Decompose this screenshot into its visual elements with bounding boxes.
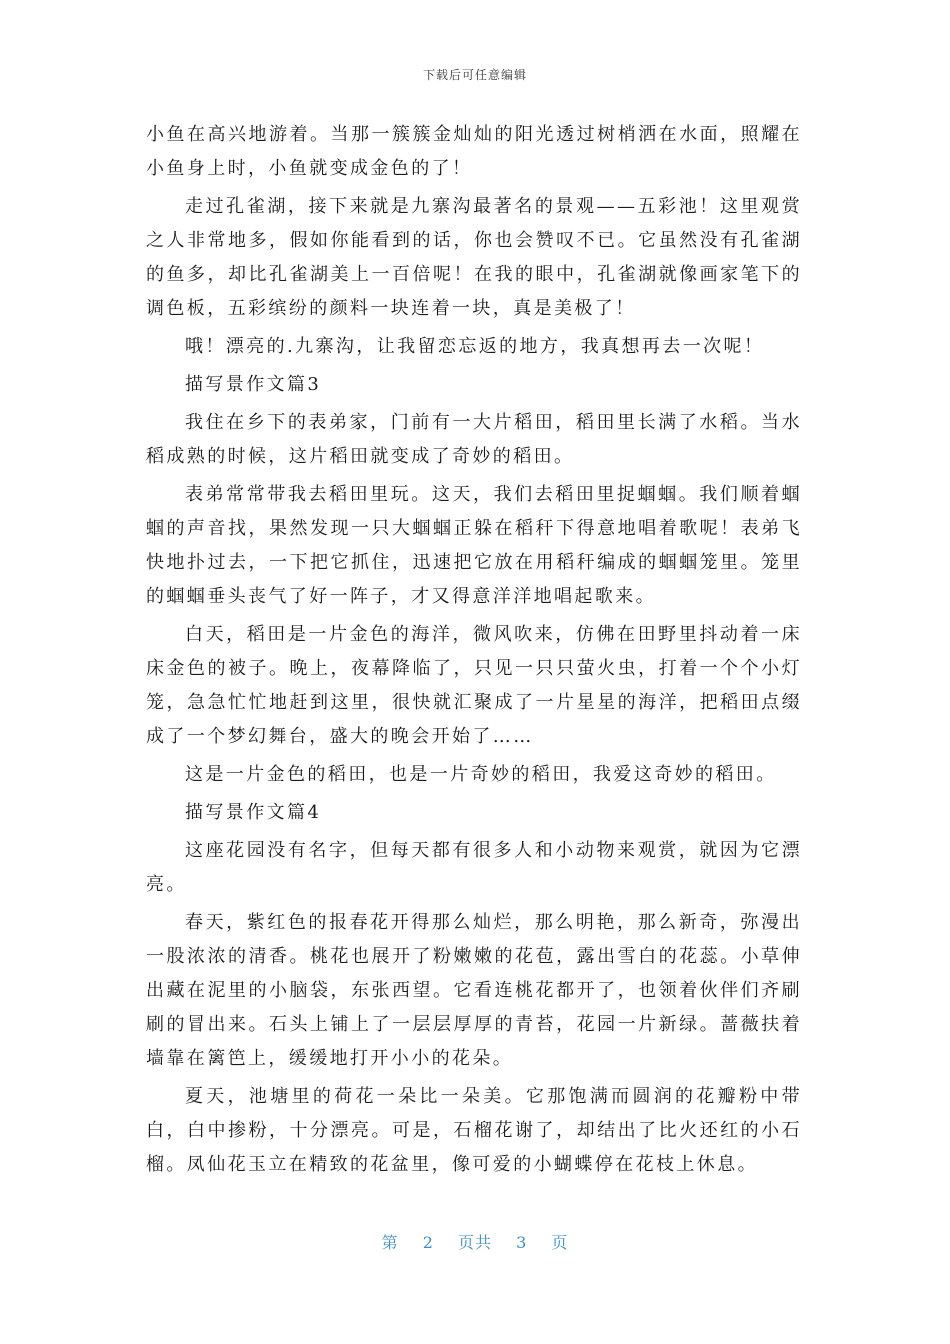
page-header: 下载后可任意编辑 xyxy=(422,68,527,82)
page-label-prefix: 第 xyxy=(381,1233,399,1252)
paragraph: 小鱼在高兴地游着。当那一簇簇金灿灿的阳光透过树梢洒在水面，照耀在小鱼身上时，小鱼就变成金色的了！ xyxy=(146,124,802,179)
paragraph: 夏天，池塘里的荷花一朵比一朵美。它那饱满而圆润的花瓣粉中带白，白中掺粉，十分漂亮。可是，石榴花谢了，却结出了比火还红的小石榴。凤仙花玉立在精致的花盆里，像可爱的小蝴蝶停在花枝上休息。 xyxy=(146,1086,802,1175)
paragraph: 这座花园没有名字，但每天都有很多人和小动物来观赏，就因为它漂亮。 xyxy=(146,840,802,895)
page-label-mid: 页共 xyxy=(457,1233,492,1252)
paragraph: 表弟常常带我去稻田里玩。这天，我们去稻田里捉蝈蝈。我们顺着蝈蝈的声音找，果然发现一只大蝈蝈正躲在稻秆下得意地唱着歌呢！表弟飞快地扑过去，一下把它抓住，迅速把它放在用稻秆编成的蝈蝈笼里。笼里的蝈蝈垂头丧气了好一阵子，才又得意洋洋地唱起歌来。 xyxy=(146,484,802,607)
page-label-suffix: 页 xyxy=(551,1233,569,1252)
page-total: 3 xyxy=(516,1233,528,1252)
section-heading: 描写景作文篇3 xyxy=(185,374,322,395)
paragraph: 我住在乡下的表弟家，门前有一大片稻田，稻田里长满了水稻。当水稻成熟的时候，这片稻田就变成了奇妙的稻田。 xyxy=(146,412,802,467)
page-current: 2 xyxy=(422,1233,434,1252)
paragraph: 走过孔雀湖，接下来就是九寨沟最著名的景观——五彩池！这里观赏之人非常地多，假如你能看到的话，你也会赞叹不已。它虽然没有孔雀湖的鱼多，却比孔雀湖美上一百倍呢！在我的眼中，孔雀湖就像画家笔下的调色板，五彩缤纷的颜料一块连着一块，真是美极了！ xyxy=(146,196,802,319)
section-heading: 描写景作文篇4 xyxy=(185,802,322,823)
page-footer xyxy=(0,1230,950,1253)
paragraph: 白天，稻田是一片金色的海洋，微风吹来，仿佛在田野里抖动着一床床金色的被子。晚上，夜幕降临了，只见一只只萤火虫，打着一个个小灯笼，急急忙忙地赶到这里，很快就汇聚成了一片星星的海洋，把稻田点缀成了一个梦幻舞台，盛大的晚会开始了…… xyxy=(146,624,802,747)
paragraph: 这是一片金色的稻田，也是一片奇妙的稻田，我爱这奇妙的稻田。 xyxy=(185,764,777,785)
document-body xyxy=(146,118,802,1186)
paragraph: 春天，紫红色的报春花开得那么灿烂，那么明艳，那么新奇，弥漫出一股浓浓的清香。桃花也展开了粉嫩嫩的花苞，露出雪白的花蕊。小草伸出藏在泥里的小脑袋，东张西望。它看连桃花都开了，也领着伙伴们齐刷刷的冒出来。石头上铺上了一层层厚厚的青苔，花园一片新绿。蔷薇扶着墙靠在篱笆上，缓缓地打开小小的花朵。 xyxy=(146,912,802,1069)
paragraph: 哦！漂亮的.九寨沟，让我留恋忘返的地方，我真想再去一次呢！ xyxy=(185,336,765,357)
